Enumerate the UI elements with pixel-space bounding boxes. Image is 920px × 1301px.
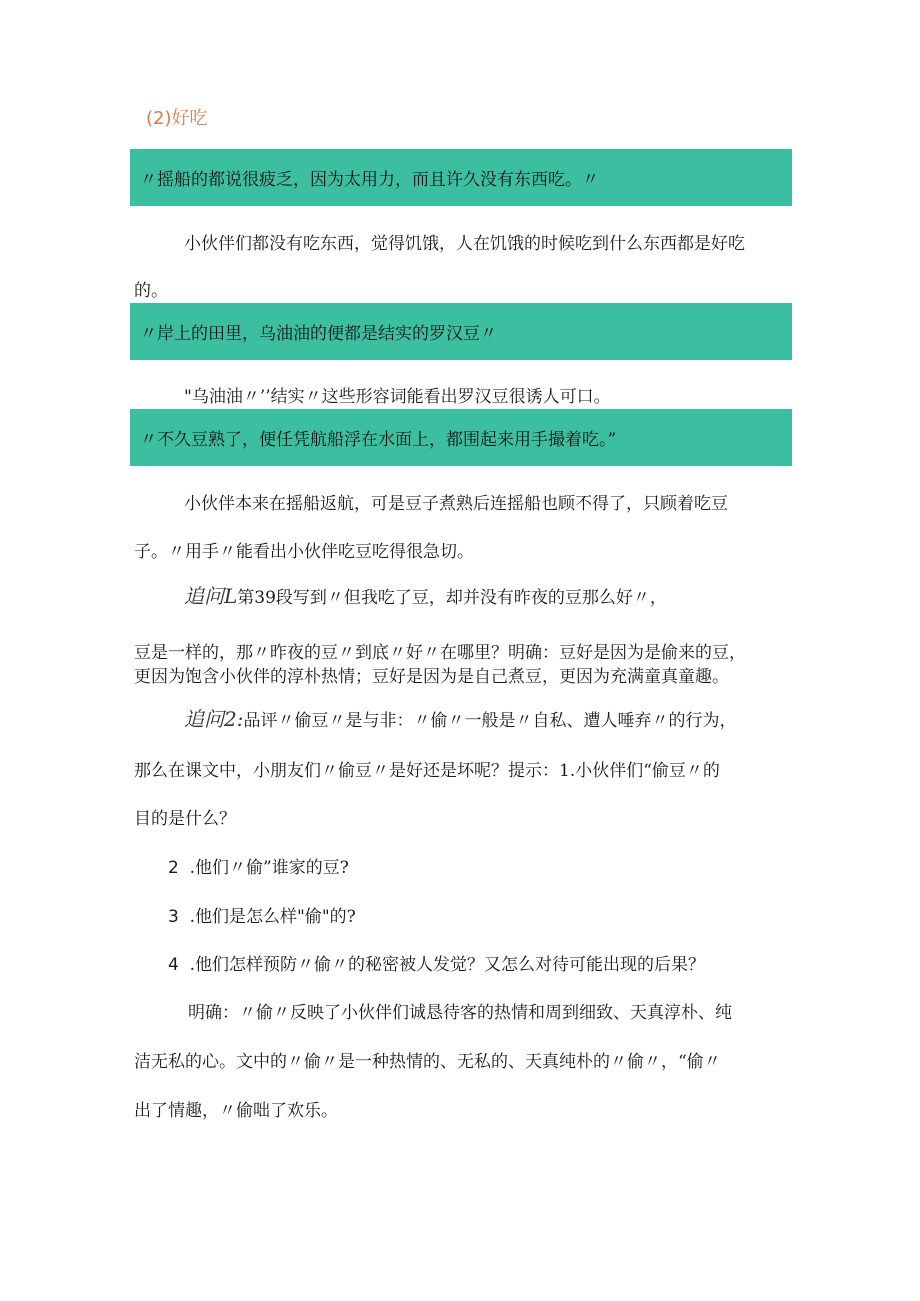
list-item-text: .他们是怎么样"偷"的? [189, 907, 356, 927]
list-item-text: .他们〃偷”谁家的豆? [189, 858, 349, 878]
follow-up-question-2 [184, 703, 736, 732]
paragraph-5-line-1: 那么在课文中，小朋友们〃偷豆〃是好还是坏呢？提示：1.小伙伴们“偷豆〃的 [134, 761, 720, 781]
list-item-number: 4 [168, 955, 179, 975]
section-heading: (2)好吃 [146, 108, 208, 129]
paragraph-2: "乌油油〃’’结实〃这些形容词能看出罗汉豆很诱人可口。 [184, 387, 611, 407]
quote-text-1: 〃摇船的都说很疲乏，因为太用力，而且许久没有东西吃。〃 [140, 170, 599, 190]
follow-up-1-label: 追问L [184, 584, 238, 608]
list-item-text: .他们怎样预防〃偷〃的秘密被人发觉？又怎么对待可能出现的后果？ [189, 955, 706, 975]
paragraph-5-line-2: 目的是什么？ [134, 809, 236, 829]
follow-up-2-label: 追问2: [184, 707, 244, 731]
paragraph-3-line-1: 小伙伴本来在摇船返航，可是豆子煮熟后连摇船也顾不得了，只顾着吃豆 [184, 494, 728, 514]
quote-text-3: 〃不久豆熟了，便任凭航船浮在水面上，都围起来用手撮着吃。” [140, 430, 617, 450]
list-item [168, 902, 356, 927]
paragraph-4-line-1: 豆是一样的，那〃昨夜的豆〃到底〃好〃在哪里？明确：豆好是因为是偷来的豆， [134, 643, 746, 663]
quote-band-2 [130, 303, 792, 360]
answer-line-2: 洁无私的心。文中的〃偷〃是一种热情的、无私的、天真纯朴的〃偷〃，“偷〃 [134, 1052, 721, 1072]
paragraph-4-line-2: 更因为饱含小伙伴的淳朴热情；豆好是因为是自己煮豆，更因为充满童真童趣。 [134, 667, 729, 687]
quote-band-3 [130, 409, 792, 466]
list-item-number: 3 [168, 907, 179, 927]
list-item [168, 950, 705, 975]
paragraph-3-line-2: 子。〃用手〃能看出小伙伴吃豆吃得很急切。 [134, 542, 474, 562]
quote-text-2: 〃岸上的田里，乌油油的便都是结实的罗汉豆〃 [140, 324, 497, 344]
paragraph-1-line-2: 的。 [134, 281, 168, 301]
follow-up-1-text: 第39段写到〃但我吃了豆，却并没有昨夜的豆那么好〃， [237, 588, 667, 608]
paragraph-1-line-1: 小伙伴们都没有吃东西，觉得饥饿，人在饥饿的时候吃到什么东西都是好吃 [184, 234, 745, 254]
quote-band-1 [130, 149, 792, 206]
follow-up-2-text: 品评〃偷豆〃是与非：〃偷〃一般是〃自私、遭人唾弃〃的行为， [243, 711, 737, 731]
list-item-number: 2 [168, 858, 179, 878]
answer-line-1: 明确：〃偷〃反映了小伙伴们诚恳待客的热情和周到细致、天真淳朴、纯 [188, 1003, 732, 1023]
answer-line-3: 出了情趣，〃偷咄了欢乐。 [134, 1101, 338, 1121]
follow-up-question-1 [184, 580, 667, 609]
list-item [168, 853, 349, 878]
